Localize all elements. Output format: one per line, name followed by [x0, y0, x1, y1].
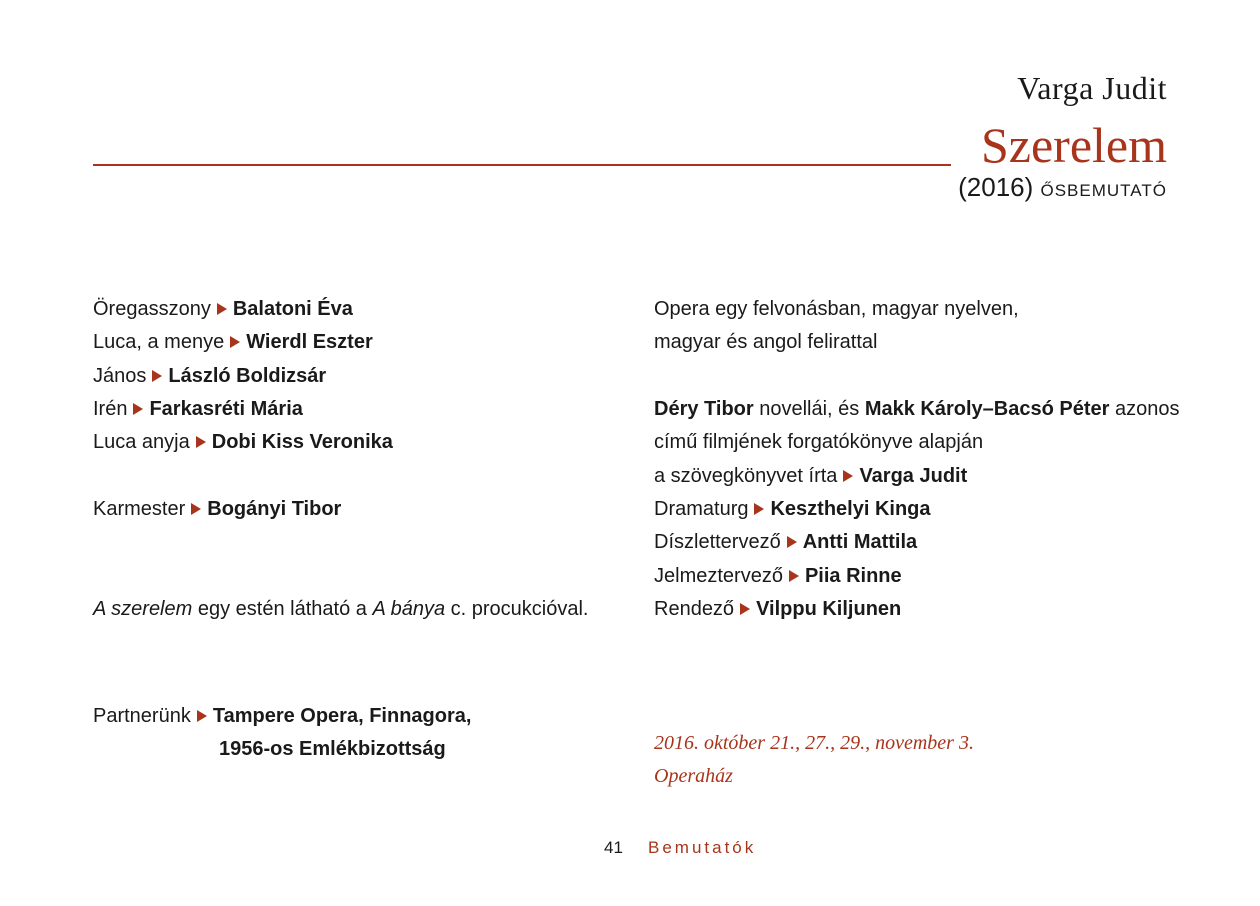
arrow-icon — [191, 503, 201, 515]
partner-row — [93, 704, 471, 728]
cast-row — [93, 430, 393, 454]
premiere-label: ŐSBEMUTATÓ — [1040, 181, 1167, 200]
credits-text-2: azonos — [1109, 398, 1180, 420]
conductor-name: Bogányi Tibor — [207, 498, 342, 520]
arrow-icon — [196, 436, 206, 448]
crew-role: Jelmeztervező — [654, 565, 783, 587]
cast-row — [93, 330, 373, 354]
crew-row — [654, 564, 902, 588]
page-number: 41 — [604, 838, 623, 857]
crew-role: Díszlettervező — [654, 531, 781, 553]
credits-text-1: novellái, és — [753, 398, 865, 420]
cast-role: János — [93, 365, 147, 387]
crew-name: Piia Rinne — [804, 565, 902, 587]
note-title-a: A szerelem — [93, 598, 193, 620]
cast-name: Balatoni Éva — [232, 298, 353, 320]
arrow-icon — [843, 470, 853, 482]
arrow-icon — [133, 403, 143, 415]
crew-role: Rendező — [654, 598, 735, 620]
cast-row — [93, 397, 303, 421]
source-author-1: Déry Tibor — [654, 398, 754, 420]
cast-role: Luca, a menye — [93, 331, 225, 353]
note-middle: egy estén látható a — [192, 598, 373, 620]
crew-role: Dramaturg — [654, 498, 749, 520]
composer-name: Varga Judit — [1017, 70, 1167, 106]
arrow-icon — [789, 570, 799, 582]
arrow-icon — [230, 336, 240, 348]
crew-name: Antti Mattila — [802, 531, 918, 553]
arrow-icon — [740, 603, 750, 615]
crew-row — [654, 530, 917, 554]
arrow-icon — [152, 370, 162, 382]
note-title-b: A bánya — [372, 598, 446, 620]
source-author-2: Makk Károly–Bacsó Péter — [864, 398, 1110, 420]
librettist-row — [654, 464, 967, 488]
partner-label: Partnerünk — [93, 705, 191, 727]
section-label: Bemutatók — [648, 838, 757, 857]
description-line: Opera egy felvonásban, magyar nyelven, — [654, 298, 1019, 320]
crew-name: Keszthelyi Kinga — [770, 498, 931, 520]
librettist-name: Varga Judit — [859, 465, 968, 487]
cast-role: Irén — [93, 398, 128, 420]
arrow-icon — [787, 536, 797, 548]
premiere-year: (2016) — [958, 172, 1034, 202]
cast-name: Wierdl Eszter — [246, 331, 373, 353]
production-note — [93, 597, 588, 621]
cast-role: Luca anyja — [93, 431, 190, 453]
cast-name: László Boldizsár — [168, 365, 327, 387]
arrow-icon — [217, 303, 227, 315]
partner-row-2 — [219, 737, 446, 761]
crew-row — [654, 597, 901, 621]
credits-intro-line1 — [654, 397, 1179, 421]
arrow-icon — [197, 710, 207, 722]
partner-line1: Tampere Opera, Finnagora, — [212, 705, 472, 727]
conductor-role: Karmester — [93, 498, 186, 520]
note-end: c. procukcióval. — [445, 598, 589, 620]
cast-name: Dobi Kiss Veronika — [211, 431, 393, 453]
crew-name: Vilppu Kiljunen — [756, 598, 902, 620]
cast-row — [93, 364, 326, 388]
performance-dates: 2016. október 21., 27., 29., november 3. — [654, 732, 974, 754]
crew-row — [654, 497, 931, 521]
cast-row — [93, 297, 353, 321]
venue: Operaház — [654, 765, 733, 787]
credits-intro-line2: című filmjének forgatókönyve alapján — [654, 431, 984, 453]
arrow-icon — [754, 503, 764, 515]
librettist-role: a szövegkönyvet írta — [654, 465, 838, 487]
cast-role: Öregasszony — [93, 298, 211, 320]
conductor-row — [93, 497, 341, 521]
opera-subtitle — [958, 174, 1167, 200]
partner-line2: 1956-os Emlékbizottság — [219, 738, 446, 760]
opera-title: Szerelem — [980, 117, 1167, 173]
cast-name: Farkasréti Mária — [149, 398, 303, 420]
description-line: magyar és angol felirattal — [654, 331, 878, 353]
title-rule — [93, 164, 951, 166]
